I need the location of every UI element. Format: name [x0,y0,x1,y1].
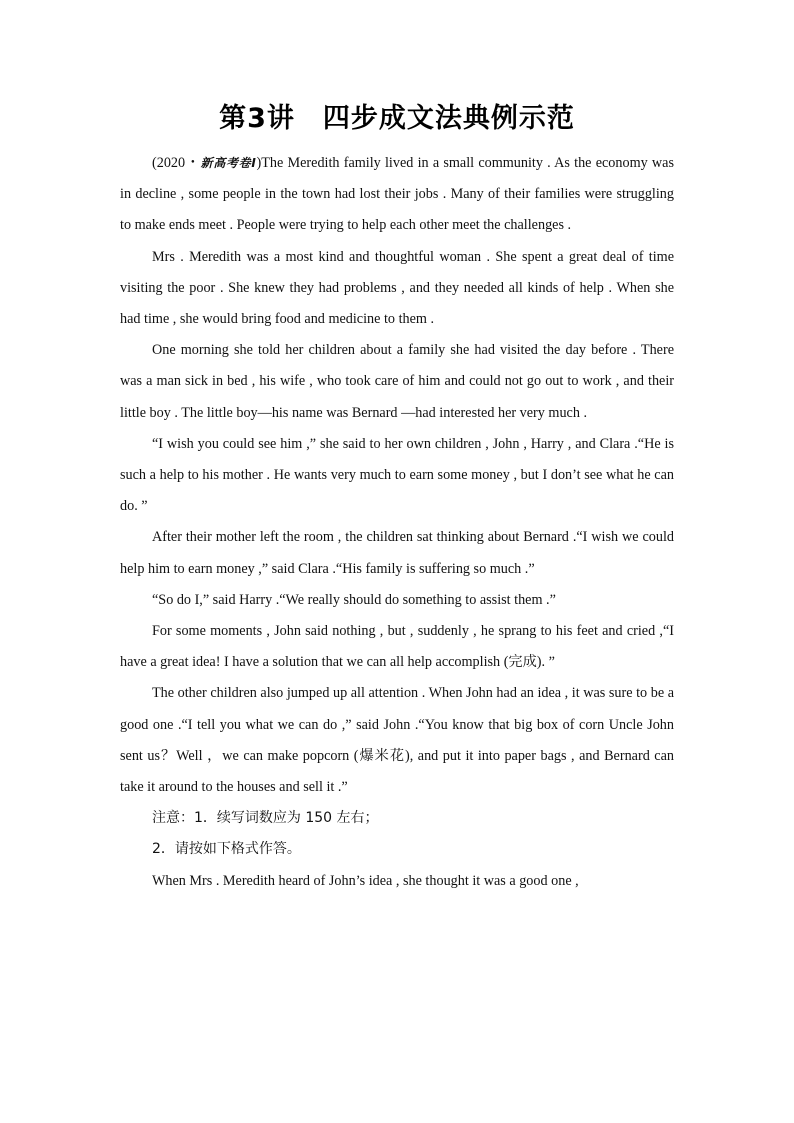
source-year: (2020・ [152,155,201,171]
paragraph-6: “So do I,” said Harry .“We really should do something to assist them .” [152,591,556,608]
paragraph-8: The other children also jumped up all attention . When John had an idea , it was sure to be a good one .“I tell you what we can do ,” said John .“You know that big box of corn Uncle John sent us？Well ，we can make popcorn (爆米花), and put it into paper bags , and Bernard can take it around to the houses and sell it .” [120,685,674,796]
source-tag: 新高考卷Ⅰ [200,156,257,170]
paragraph-2: Mrs . Meredith was a most kind and thoughtful woman . She spent a great deal of time visiting the poor . She knew they had problems , and they needed all kinds of help . When she had time , she would bring food and medicine to them . [120,248,674,328]
paragraph-5: After their mother left the room , the children sat thinking about Bernard .“I wish we could help him to earn money ,” said Clara .“His family is suffering so much .” [120,529,674,577]
paragraph-7: For some moments , John said nothing , but , suddenly , he sprang to his feet and cried ,“I have a great idea! I have a solution that we can all help accomplish (完成). ” [120,623,674,671]
continuation-prompt: When Mrs . Meredith heard of John’s idea , she thought it was a good one , [152,872,579,889]
passage [120,148,674,897]
note-line-1: 注意：1．续写词数应为 150 左右； [152,810,379,827]
paragraph-3: One morning she told her children about a family she had visited the day before . There was a man sick in bed , his wife , who took care of him and could not go out to work , and their little boy . The little boy—his name was Bernard —had interested her very much . [120,342,674,421]
paragraph-1 [120,148,674,242]
page-title: 第3讲 四步成文法典例示范 [219,103,575,134]
paragraph-4: “I wish you could see him ,” she said to her own children , John , Harry , and Clara .“He is such a help to his mother . He wants very much to earn some money , but I don’t see what he can do. ” [120,435,674,515]
paragraph-1-text: )The Meredith family lived in a small community . As the economy was in decline , some people in the town had lost their jobs . Many of their families were struggling to make ends meet . People were trying to help each other meet the challenges . [120,155,674,234]
note-line-2: 2．请按如下格式作答。 [152,841,301,858]
